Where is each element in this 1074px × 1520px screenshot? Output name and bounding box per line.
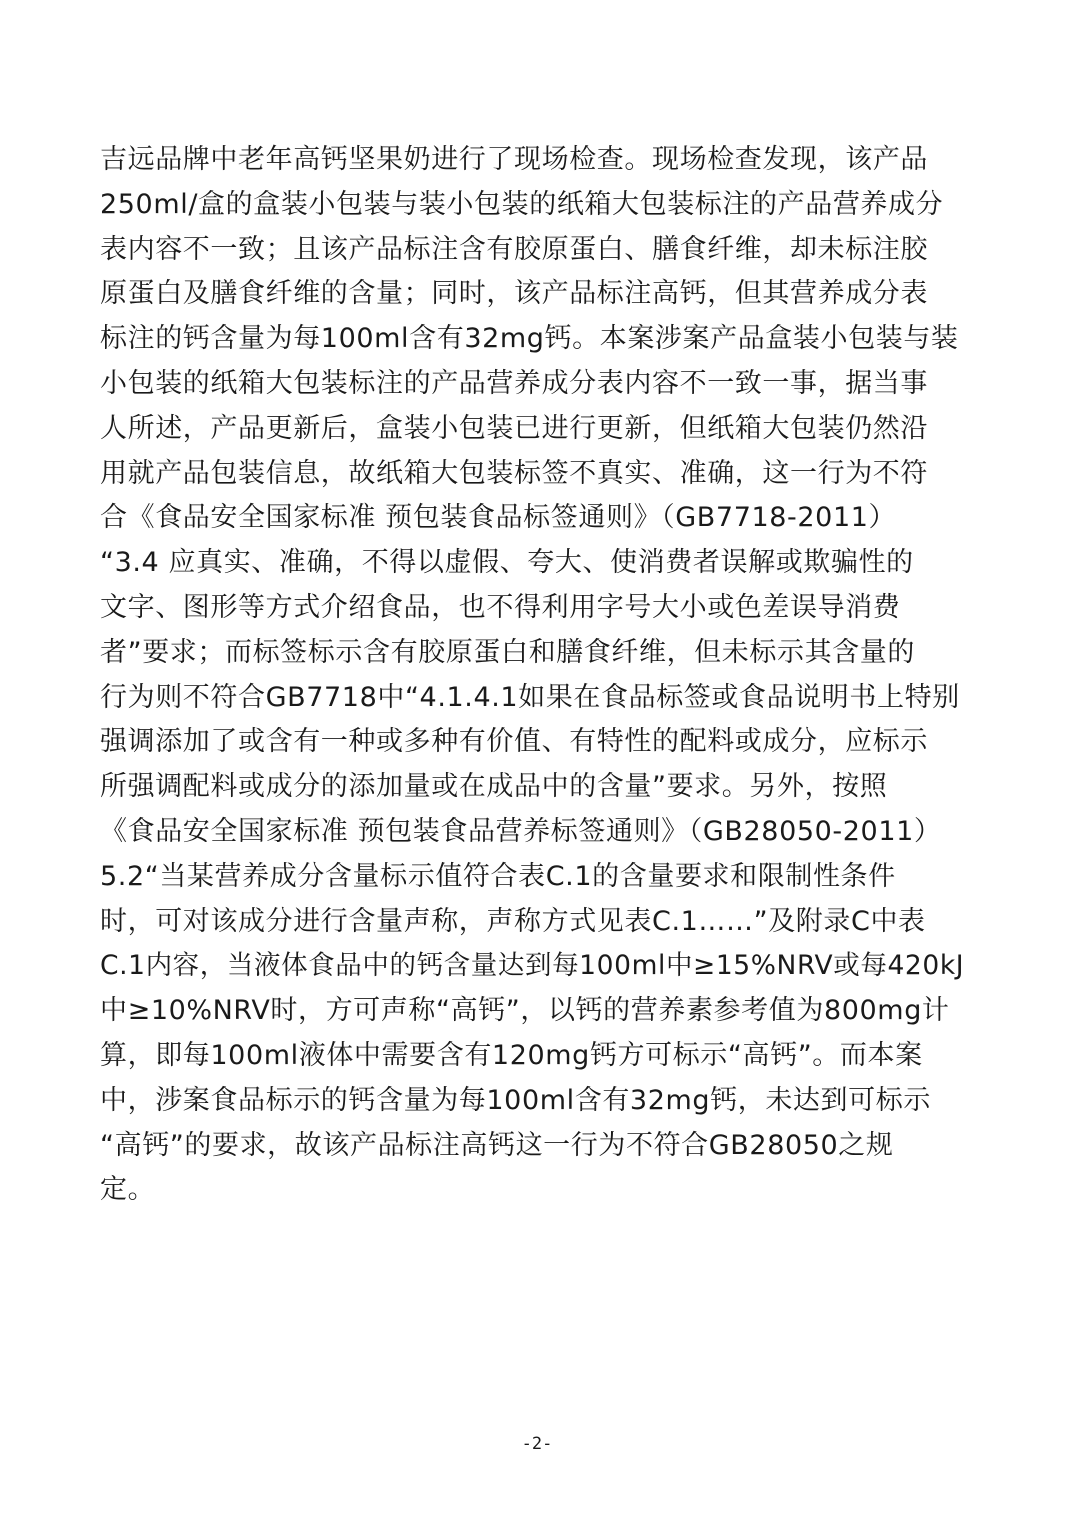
text-line: 原蛋白及膳食纤维的含量；同时，该产品标注高钙，但其营养成分表	[100, 278, 928, 310]
text-line: C.1内容，当液体食品中的钙含量达到每100ml中≥15%NRV或每420kJ	[100, 950, 965, 982]
text-line: 5.2“当某营养成分含量标示值符合表C.1的含量要求和限制性条件	[100, 860, 896, 892]
text-line: 250ml/盒的盒装小包装与装小包装的纸箱大包装标注的产品营养成分	[100, 188, 944, 220]
text-line: 人所述，产品更新后，盒装小包装已进行更新，但纸箱大包装仍然沿	[100, 412, 928, 444]
text-line: 行为则不符合GB7718中“4.1.4.1如果在食品标签或食品说明书上特别	[100, 681, 960, 713]
text-line: 算，即每100ml液体中需要含有120mg钙方可标示“高钙”。而本案	[100, 1039, 923, 1071]
text-line: “3.4 应真实、准确，不得以虚假、夸大、使消费者误解或欺骗性的	[100, 547, 914, 579]
text-line: 时，可对该成分进行含量声称，声称方式见表C.1……”及附录C中表	[100, 905, 926, 937]
text-line: 标注的钙含量为每100ml含有32mg钙。本案涉案产品盒装小包装与装	[100, 323, 959, 355]
text-line: 定。	[100, 1174, 156, 1206]
text-line: 表内容不一致；且该产品标注含有胶原蛋白、膳食纤维，却未标注胶	[100, 233, 928, 265]
text-line: 强调添加了或含有一种或多种有价值、有特性的配料或成分，应标示	[100, 726, 928, 758]
text-line: 中，涉案食品标示的钙含量为每100ml含有32mg钙，未达到可标示	[100, 1084, 931, 1116]
text-line: 所强调配料或成分的添加量或在成品中的含量”要求。另外，按照	[100, 771, 888, 803]
text-line: 中≥10%NRV时，方可声称“高钙”，以钙的营养素参考值为800mg计	[100, 995, 950, 1027]
text-line: 小包装的纸箱大包装标注的产品营养成分表内容不一致一事，据当事	[100, 367, 928, 399]
text-line: 合《食品安全国家标准 预包装食品标签通则》（GB7718-2011）	[100, 502, 897, 534]
body-text	[100, 138, 976, 1213]
page-number: -2-	[521, 1434, 553, 1454]
text-line: 吉远品牌中老年高钙坚果奶进行了现场检查。现场检查发现，该产品	[100, 144, 928, 175]
text-line: 用就产品包装信息，故纸箱大包装标签不真实、准确，这一行为不符	[100, 457, 928, 489]
text-line: “高钙”的要求，故该产品标注高钙这一行为不符合GB28050之规	[100, 1129, 894, 1161]
text-line: 者”要求；而标签标示含有胶原蛋白和膳食纤维，但未标示其含量的	[100, 636, 915, 668]
text-line: 文字、图形等方式介绍食品，也不得利用字号大小或色差误导消费	[100, 591, 901, 623]
text-line: 《食品安全国家标准 预包装食品营养标签通则》（GB28050-2011）	[100, 815, 942, 847]
